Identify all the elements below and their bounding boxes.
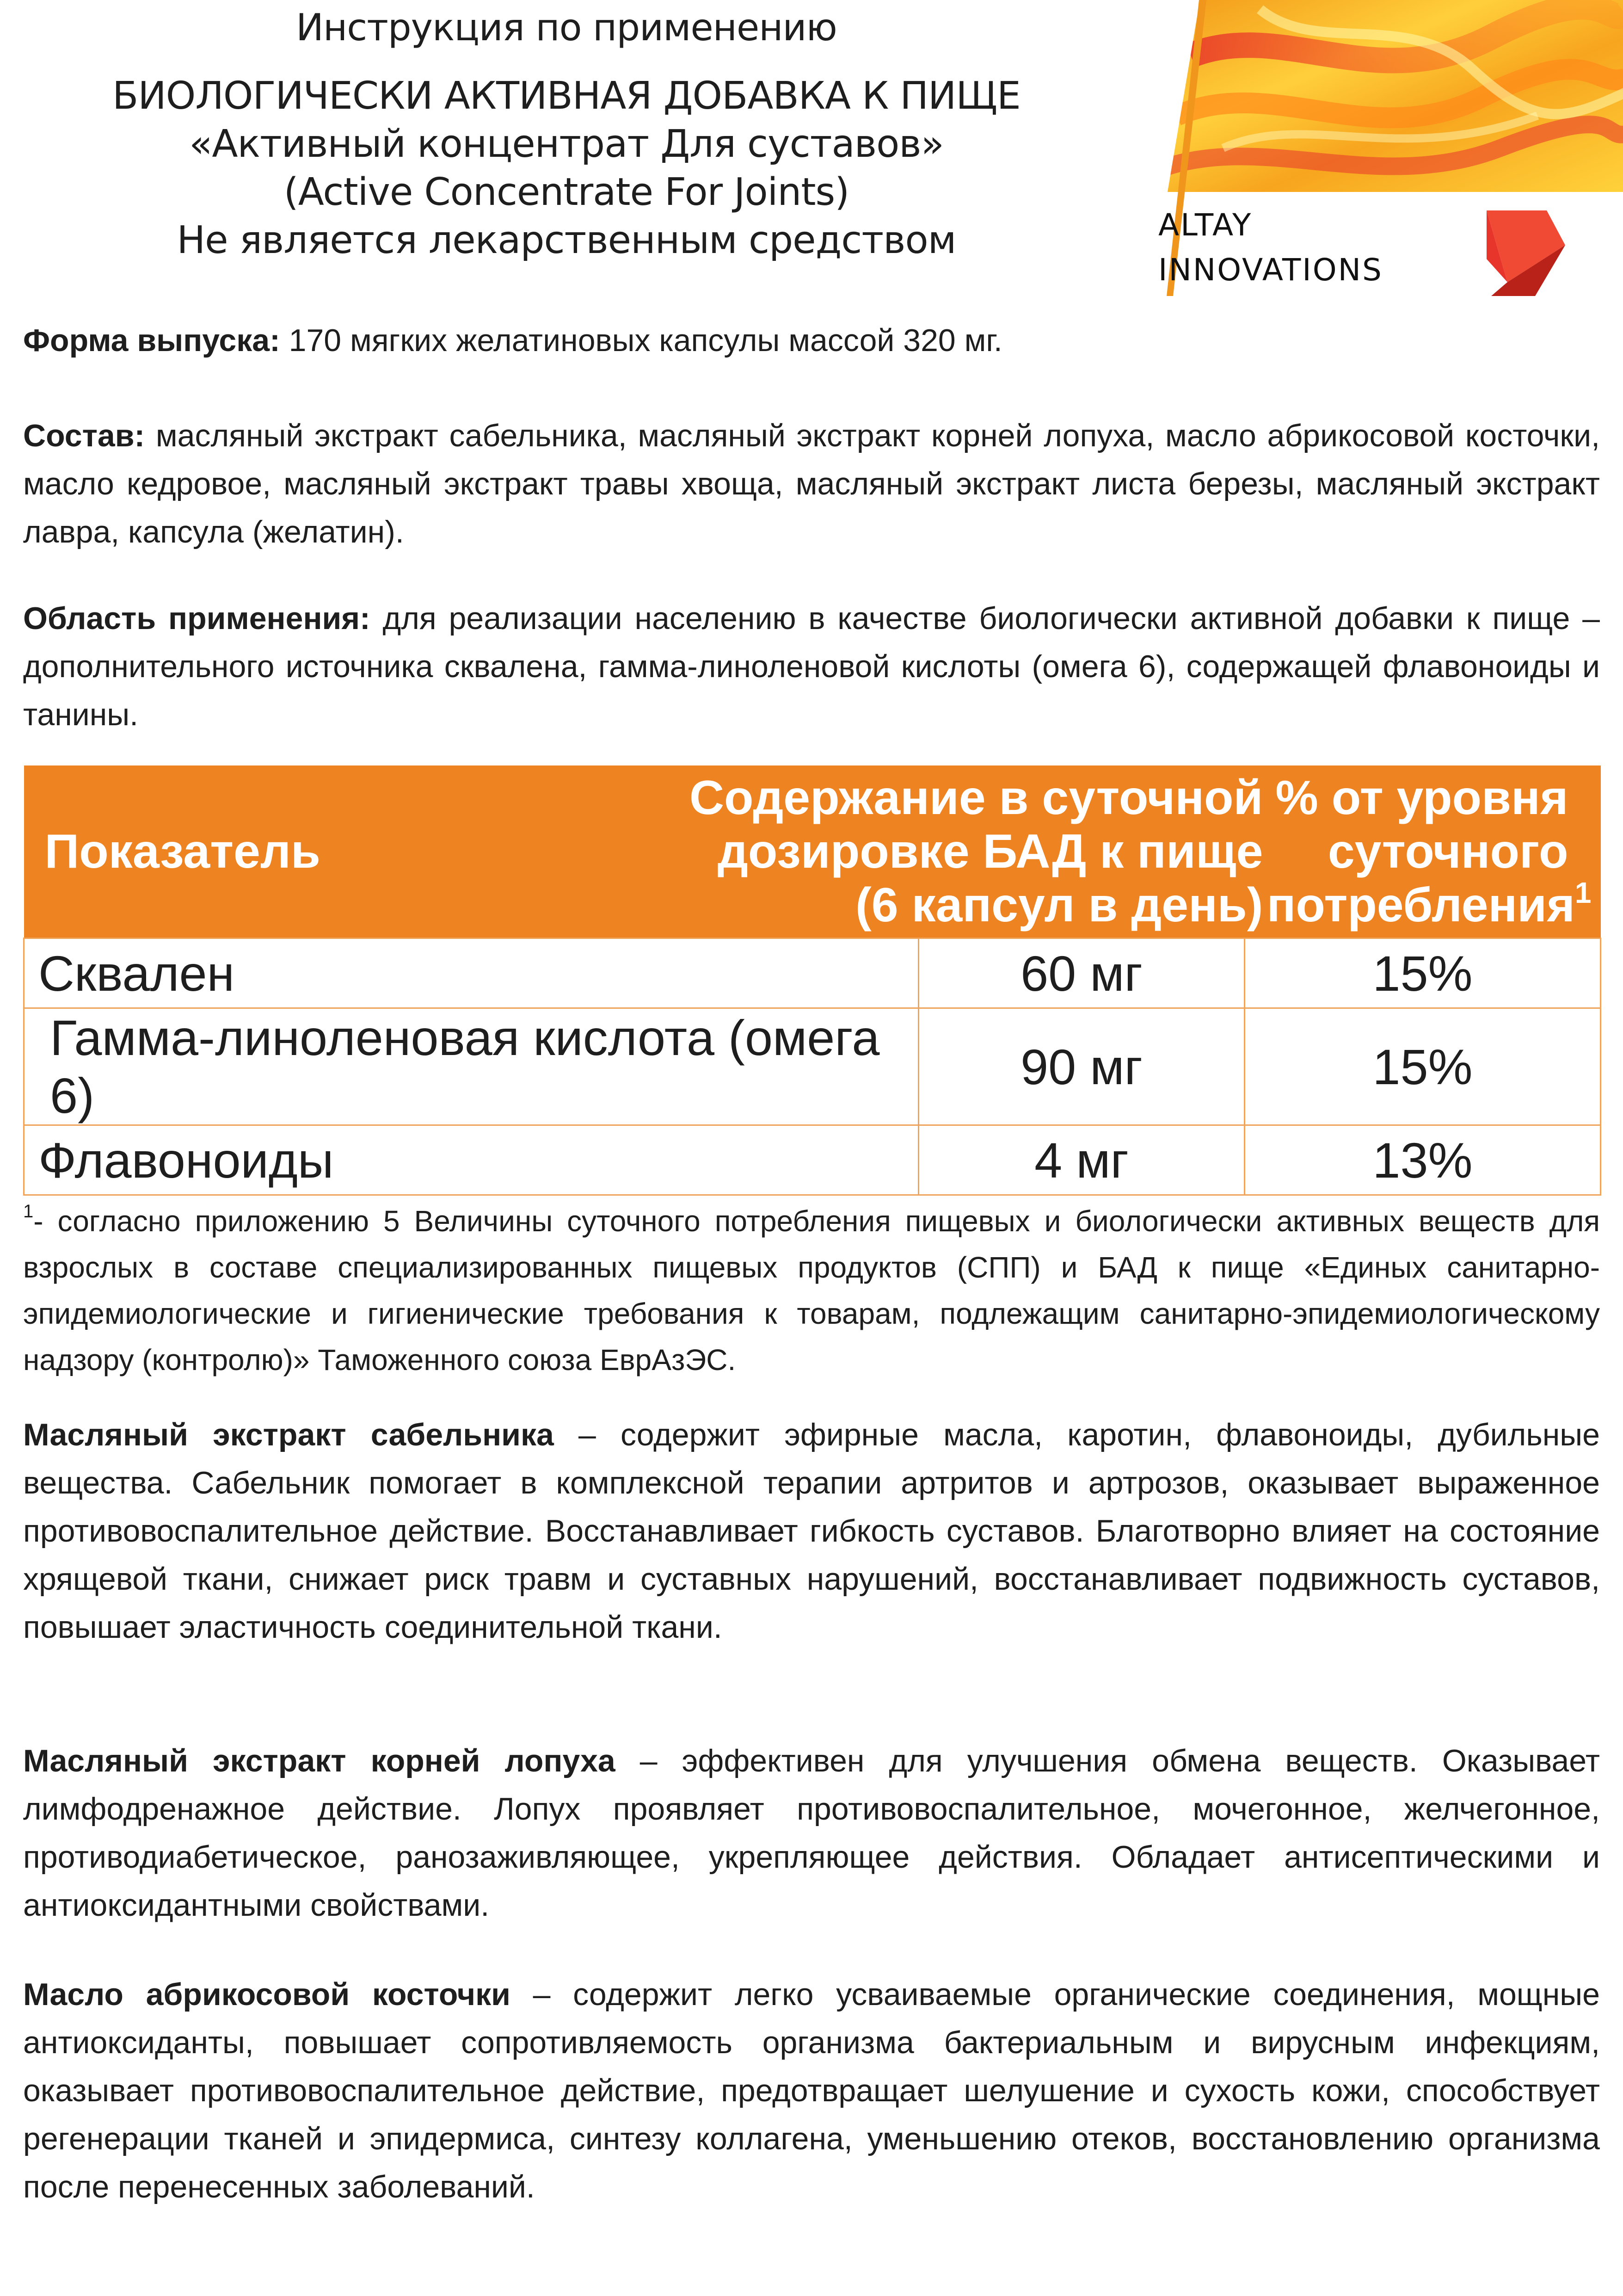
header-percent (1245, 765, 1601, 938)
logo-word-altay: ALTAY (1158, 207, 1253, 243)
header-content-line3: (6 капсул в день) (855, 878, 1263, 932)
header-footnote-mark: 1 (1574, 876, 1592, 909)
header-content (689, 765, 1263, 938)
row-amount: 4 мг (919, 1125, 1245, 1195)
header-content-line1: Содержание в суточной (689, 771, 1263, 825)
product-name-ru: «Активный концентрат Для суставов» (189, 122, 944, 166)
table-row (24, 1008, 1601, 1125)
release-form (23, 316, 1600, 364)
release-form-text: 170 мягких желатиновых капсулы массой 320 мг. (280, 323, 1002, 358)
header-percent-line1: % от уровня (1275, 771, 1568, 825)
section-title: Масло абрикосовой косточки (23, 1977, 510, 2012)
row-percent: 15% (1245, 1008, 1601, 1125)
section-text: – содержит эфирные масла, каротин, флавоноиды, дубильные вещества. Сабельник помогает в комплексной терапии артритов и артрозов, оказывает выраженное противовоспалительное действие. Восстанавливает гибкость суставов. Благотворно влияет на состояние хрящевой ткани, снижает риск травм и суставных нарушений, восстанавливает подвижность суставов, повышает эластичность соединительной ткани. (23, 1417, 1600, 1645)
product-category: БИОЛОГИЧЕСКИ АКТИВНАЯ ДОБАВКА К ПИЩЕ (112, 74, 1021, 118)
section-text: – содержит легко усваиваемые органические соединения, мощные антиоксиданты, повышает сопротивляемость организма бактериальным и вирусным инфекциям, оказывает противовоспалительное действие, предотвращает шелушение и сухость кожи, способствует регенерации тканей и эпидермиса, синтезу коллагена, уменьшению отеков, восстановлению организма после перенесенных заболеваний. (23, 1977, 1600, 2204)
table-row (24, 938, 1601, 1008)
row-percent: 13% (1245, 1125, 1601, 1195)
header-indicator: Показатель (24, 765, 919, 938)
row-amount: 60 мг (919, 938, 1245, 1008)
row-percent: 15% (1245, 938, 1601, 1008)
section-apricot (23, 1970, 1600, 2211)
row-name: Флавоноиды (24, 1125, 919, 1195)
release-form-label: Форма выпуска: (23, 323, 280, 358)
footnote (23, 1198, 1600, 1383)
usage-area-label: Область применения: (23, 601, 370, 636)
header-percent-line3-text: потребления (1266, 878, 1575, 932)
composition-label: Состав: (23, 418, 145, 453)
section-title: Масляный экстракт корней лопуха (23, 1743, 615, 1778)
section-title: Масляный экстракт сабельника (23, 1417, 554, 1452)
usage-area-text: для реализации населению в качестве биологически активной добавки к пище – дополнительного источника сквалена, гамма-линоленовой кислоты (омега 6), содержащей флавоноиды и танины. (23, 601, 1600, 732)
not-medicine-note: Не является лекарственным средством (177, 218, 956, 262)
header-percent-line3 (1255, 878, 1592, 932)
table-header-row (24, 765, 1601, 938)
product-name-en: (Active Concentrate For Joints) (283, 170, 849, 214)
footnote-mark: 1 (23, 1201, 34, 1222)
header-content-line2: дозировке БАД к пище (717, 825, 1263, 878)
table-row (24, 1125, 1601, 1195)
instruction-title: Инструкция по применению (296, 6, 837, 49)
row-amount: 90 мг (919, 1008, 1245, 1125)
header-titles (0, 5, 1133, 264)
section-text: – эффективен для улучшения обмена веществ. Оказывает лимфодренажное действие. Лопух проявляет противовоспалительное, мочегонное, желчегонное, противодиабетическое, ранозаживляющее, укрепляющее действия. Обладает антисептическими и антиоксидантными свойствами. (23, 1743, 1600, 1923)
header-percent-line2: суточного (1328, 825, 1568, 878)
logo-word-innovations: INNOVATIONS (1158, 252, 1383, 288)
row-name: Гамма-линоленовая кислота (омега 6) (24, 1008, 919, 1125)
nutrient-table (23, 765, 1601, 1196)
section-sabelnik (23, 1411, 1600, 1651)
altay-innovations-logo (1121, 0, 1623, 301)
section-lopukh (23, 1737, 1600, 1929)
composition-text: масляный экстракт сабельника, масляный экстракт корней лопуха, масло абрикосовой косточки, масло кедровое, масляный экстракт травы хвоща, масляный экстракт листа березы, масляный экстракт лавра, капсула (желатин). (23, 418, 1600, 549)
composition (23, 412, 1600, 556)
row-name: Сквален (24, 938, 919, 1008)
footnote-text: - согласно приложению 5 Величины суточного потребления пищевых и биологически активных веществ для взрослых в составе специализированных пищевых продуктов (СПП) и БАД к пище «Единых санитарно-эпидемиологические и гигиенические требования к товарам, подлежащим санитарно-эпидемиологическому надзору (контролю)» Таможенного союза ЕврАзЭС. (23, 1204, 1600, 1376)
usage-area (23, 594, 1600, 739)
